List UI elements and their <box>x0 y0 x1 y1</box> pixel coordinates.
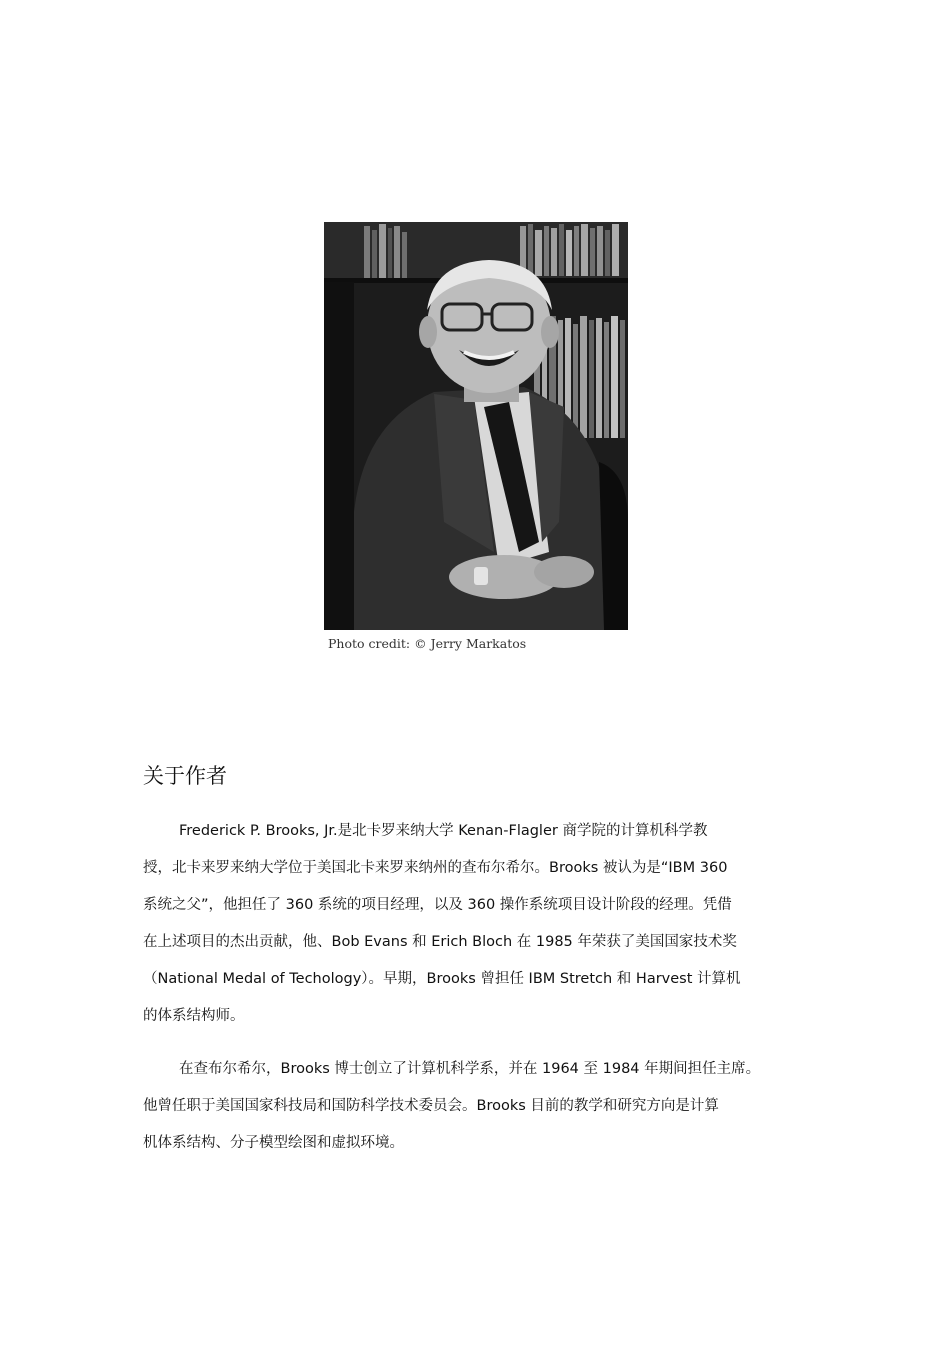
paragraph-line: （National Medal of Techology）。早期，Brooks 曾担任 IBM Stretch 和 Harvest 计算机 <box>143 971 741 987</box>
section-title: 关于作者 <box>143 764 227 788</box>
biography-paragraph-1 <box>143 813 807 1035</box>
biography-paragraph-2 <box>143 1051 807 1162</box>
paragraph-line: 他曾任职于美国国家科技局和国防科学技术委员会。Brooks 目前的教学和研究方向是计算 <box>143 1098 719 1114</box>
author-photo-figure <box>318 222 636 662</box>
paragraph-line: 机体系结构、分子模型绘图和虚拟环境。 <box>143 1135 404 1151</box>
paragraph-line: 授，北卡来罗来纳大学位于美国北卡来罗来纳州的查布尔希尔。Brooks 被认为是“IBM 360 <box>143 860 728 876</box>
paragraph-line: Frederick P. Brooks, Jr.是北卡罗来纳大学 Kenan-Flagler 商学院的计算机科学教 <box>179 823 708 839</box>
paragraph-line: 的体系结构师。 <box>143 1008 245 1024</box>
paragraph-line: 在查布尔希尔，Brooks 博士创立了计算机科学系，并在 1964 至 1984 年期间担任主席。 <box>179 1061 761 1077</box>
paragraph-line: 系统之父”，他担任了 360 系统的项目经理，以及 360 操作系统项目设计阶段的经理。凭借 <box>143 897 732 913</box>
author-photo <box>324 222 628 630</box>
photo-credit: Photo credit: © Jerry Markatos <box>328 636 527 651</box>
paragraph-line: 在上述项目的杰出贡献，他、Bob Evans 和 Erich Bloch 在 1985 年荣获了美国国家技术奖 <box>143 934 737 950</box>
